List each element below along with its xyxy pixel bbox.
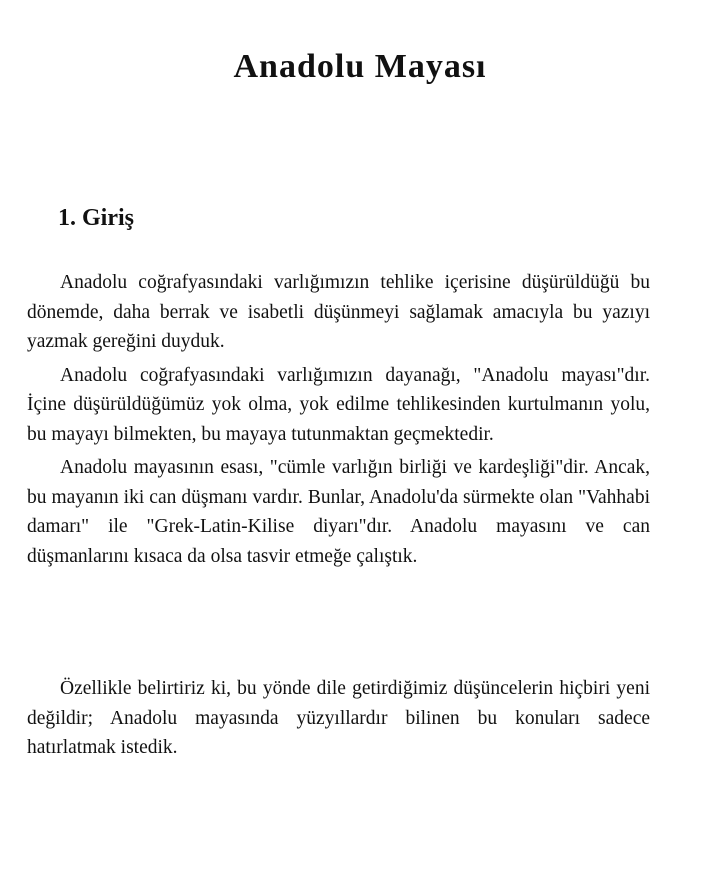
intro-text-block — [27, 268, 650, 575]
page-title: Anadolu Mayası — [233, 48, 487, 85]
section-heading: 1. Giriş — [58, 205, 134, 231]
closing-text-block — [27, 674, 650, 767]
paragraph-3: Anadolu mayasının esası, "cümle varlığın birliği ve kardeşliği"dir. Ancak, bu mayanın iki can düşmanı vardır. Bunlar, Anadolu'da sürmekte olan "Vahhabi damarı" ile "Grek-Latin-Kilise diyarı"dır. Anadolu mayasını ve can düşmanlarını kısaca da olsa tasvir etmeğe çalıştık. — [27, 457, 650, 567]
closing-paragraph: Özellikle belirtiriz ki, bu yönde dile getirdiğimiz düşüncelerin hiçbiri yeni değildir; Anadolu mayasında yüzyıllardır bilinen bu konuları sadece hatırlatmak istedik. — [27, 678, 650, 758]
paragraph-1: Anadolu coğrafyasındaki varlığımızın tehlike içerisine düşürüldüğü bu dönemde, daha berrak ve isabetli düşünmeyi sağlamak amacıyla bu yazıyı yazmak gereğini duyduk. — [27, 272, 650, 352]
paragraph-2: Anadolu coğrafyasındaki varlığımızın dayanağı, "Anadolu mayası"dır. İçine düşürüldüğümüz yok olma, yok edilme tehlikesinden kurtulmanın yolu, bu mayayı bilmekten, bu mayaya tutunmaktan geçmektedir. — [27, 364, 650, 445]
